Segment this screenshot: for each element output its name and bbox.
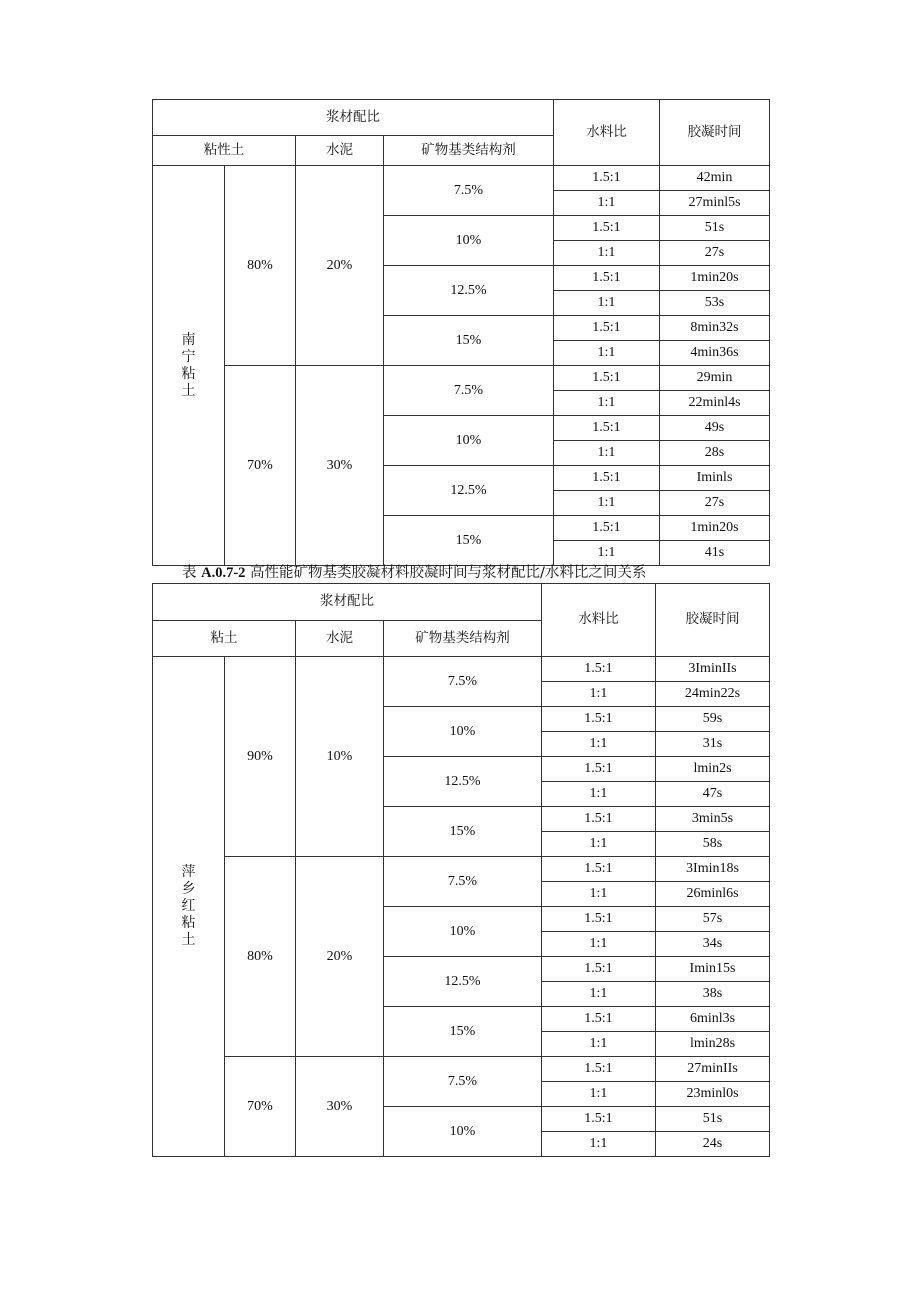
soil-name-cell	[153, 657, 225, 1157]
gel-time-cell: 1min20s	[660, 516, 770, 541]
soil-name: 萍乡红粘土	[181, 864, 196, 948]
water-ratio-cell: 1:1	[542, 682, 656, 707]
soil-name: 南宁粘土	[181, 331, 196, 399]
soil-pct-cell: 80%	[225, 166, 296, 366]
gel-time-cell: 34s	[656, 932, 770, 957]
water-ratio-cell: 1.5:1	[542, 1007, 656, 1032]
agent-pct-cell: 10%	[384, 216, 554, 266]
agent-pct-cell: 10%	[384, 416, 554, 466]
agent-pct-cell: 7.5%	[384, 166, 554, 216]
table-body	[153, 166, 770, 566]
water-ratio-cell: 1:1	[554, 191, 660, 216]
table-row	[153, 166, 770, 191]
gel-time-cell: 31s	[656, 732, 770, 757]
water-ratio-cell: 1.5:1	[554, 516, 660, 541]
gel-time-cell: 3IminIIs	[656, 657, 770, 682]
water-ratio-cell: 1:1	[554, 441, 660, 466]
header-mix-ratio: 浆材配比	[153, 100, 554, 136]
caption-prefix: 表	[182, 565, 202, 581]
caption-title: 高性能矿物基类胶凝材料胶凝时间与浆材配比/水料比之间关系	[245, 565, 647, 581]
agent-pct-cell: 15%	[384, 316, 554, 366]
header-mix-ratio: 浆材配比	[153, 584, 542, 621]
gel-time-cell: 42min	[660, 166, 770, 191]
soil-pct-cell: 70%	[225, 1057, 296, 1157]
gel-time-cell: 57s	[656, 907, 770, 932]
table-header	[153, 584, 770, 657]
soil-pct-cell: 90%	[225, 657, 296, 857]
water-ratio-cell: 1:1	[554, 491, 660, 516]
agent-pct-cell: 7.5%	[384, 857, 542, 907]
cement-pct-cell: 20%	[296, 857, 384, 1057]
water-ratio-cell: 1:1	[554, 241, 660, 266]
water-ratio-cell: 1.5:1	[542, 857, 656, 882]
gel-time-cell: Iminls	[660, 466, 770, 491]
gel-time-cell: 26minl6s	[656, 882, 770, 907]
soil-name-cell	[153, 166, 225, 566]
gel-time-cell: 29min	[660, 366, 770, 391]
header-water-ratio: 水料比	[542, 584, 656, 657]
soil-pct-cell: 70%	[225, 366, 296, 566]
water-ratio-cell: 1.5:1	[542, 807, 656, 832]
water-ratio-cell: 1.5:1	[542, 957, 656, 982]
gel-time-cell: 38s	[656, 982, 770, 1007]
water-ratio-cell: 1:1	[542, 982, 656, 1007]
water-ratio-cell: 1:1	[554, 541, 660, 566]
agent-pct-cell: 15%	[384, 807, 542, 857]
header-soil: 粘性土	[153, 136, 296, 166]
agent-pct-cell: 12.5%	[384, 757, 542, 807]
gel-time-cell: 58s	[656, 832, 770, 857]
header-water-ratio: 水料比	[554, 100, 660, 166]
gel-time-cell: 24min22s	[656, 682, 770, 707]
header-cement: 水泥	[296, 621, 384, 657]
gel-time-cell: 8min32s	[660, 316, 770, 341]
agent-pct-cell: 7.5%	[384, 366, 554, 416]
gel-time-table-pingxiang	[152, 583, 770, 1157]
agent-pct-cell: 10%	[384, 707, 542, 757]
water-ratio-cell: 1.5:1	[554, 416, 660, 441]
gel-time-cell: 49s	[660, 416, 770, 441]
water-ratio-cell: 1.5:1	[554, 266, 660, 291]
agent-pct-cell: 7.5%	[384, 1057, 542, 1107]
header-gel-time: 胶凝时间	[656, 584, 770, 657]
water-ratio-cell: 1.5:1	[542, 707, 656, 732]
agent-pct-cell: 10%	[384, 1107, 542, 1157]
water-ratio-cell: 1.5:1	[542, 907, 656, 932]
gel-time-cell: 6minl3s	[656, 1007, 770, 1032]
header-agent: 矿物基类结构剂	[384, 136, 554, 166]
water-ratio-cell: 1.5:1	[554, 366, 660, 391]
water-ratio-cell: 1:1	[554, 291, 660, 316]
water-ratio-cell: 1.5:1	[554, 216, 660, 241]
gel-time-cell: 51s	[656, 1107, 770, 1132]
header-agent: 矿物基类结构剂	[384, 621, 542, 657]
water-ratio-cell: 1.5:1	[542, 757, 656, 782]
agent-pct-cell: 7.5%	[384, 657, 542, 707]
water-ratio-cell: 1.5:1	[542, 1057, 656, 1082]
water-ratio-cell: 1.5:1	[554, 316, 660, 341]
gel-time-cell: 24s	[656, 1132, 770, 1157]
gel-time-cell: 22minl4s	[660, 391, 770, 416]
gel-time-table-nanning	[152, 99, 770, 566]
table-row	[153, 857, 770, 882]
table-row	[153, 366, 770, 391]
water-ratio-cell: 1:1	[542, 1032, 656, 1057]
cement-pct-cell: 10%	[296, 657, 384, 857]
agent-pct-cell: 12.5%	[384, 957, 542, 1007]
gel-time-cell: 27minIIs	[656, 1057, 770, 1082]
gel-time-cell: 3min5s	[656, 807, 770, 832]
agent-pct-cell: 15%	[384, 1007, 542, 1057]
water-ratio-cell: 1:1	[542, 882, 656, 907]
agent-pct-cell: 12.5%	[384, 266, 554, 316]
water-ratio-cell: 1:1	[542, 932, 656, 957]
gel-time-cell: Imin15s	[656, 957, 770, 982]
agent-pct-cell: 10%	[384, 907, 542, 957]
gel-time-cell: 27minl5s	[660, 191, 770, 216]
gel-time-cell: 28s	[660, 441, 770, 466]
water-ratio-cell: 1:1	[542, 1082, 656, 1107]
gel-time-cell: 53s	[660, 291, 770, 316]
water-ratio-cell: 1:1	[554, 391, 660, 416]
gel-time-cell: 23minl0s	[656, 1082, 770, 1107]
table-caption	[182, 561, 646, 582]
gel-time-cell: 4min36s	[660, 341, 770, 366]
header-soil: 粘土	[153, 621, 296, 657]
table-row	[153, 1057, 770, 1082]
water-ratio-cell: 1:1	[542, 832, 656, 857]
water-ratio-cell: 1:1	[542, 782, 656, 807]
water-ratio-cell: 1:1	[554, 341, 660, 366]
header-cement: 水泥	[296, 136, 384, 166]
cement-pct-cell: 30%	[296, 366, 384, 566]
gel-time-cell: 3Imin18s	[656, 857, 770, 882]
table-body	[153, 657, 770, 1157]
gel-time-cell: 27s	[660, 241, 770, 266]
water-ratio-cell: 1.5:1	[542, 1107, 656, 1132]
gel-time-cell: 27s	[660, 491, 770, 516]
gel-time-cell: 51s	[660, 216, 770, 241]
water-ratio-cell: 1:1	[542, 732, 656, 757]
water-ratio-cell: 1.5:1	[554, 466, 660, 491]
gel-time-cell: 59s	[656, 707, 770, 732]
gel-time-cell: lmin28s	[656, 1032, 770, 1057]
header-gel-time: 胶凝时间	[660, 100, 770, 166]
table-header	[153, 100, 770, 166]
gel-time-cell: lmin2s	[656, 757, 770, 782]
table-row	[153, 657, 770, 682]
water-ratio-cell: 1:1	[542, 1132, 656, 1157]
soil-pct-cell: 80%	[225, 857, 296, 1057]
caption-number: A.0.7-2	[201, 565, 246, 581]
gel-time-cell: 47s	[656, 782, 770, 807]
gel-time-cell: 41s	[660, 541, 770, 566]
agent-pct-cell: 12.5%	[384, 466, 554, 516]
cement-pct-cell: 30%	[296, 1057, 384, 1157]
agent-pct-cell: 15%	[384, 516, 554, 566]
cement-pct-cell: 20%	[296, 166, 384, 366]
gel-time-cell: 1min20s	[660, 266, 770, 291]
water-ratio-cell: 1.5:1	[554, 166, 660, 191]
water-ratio-cell: 1.5:1	[542, 657, 656, 682]
